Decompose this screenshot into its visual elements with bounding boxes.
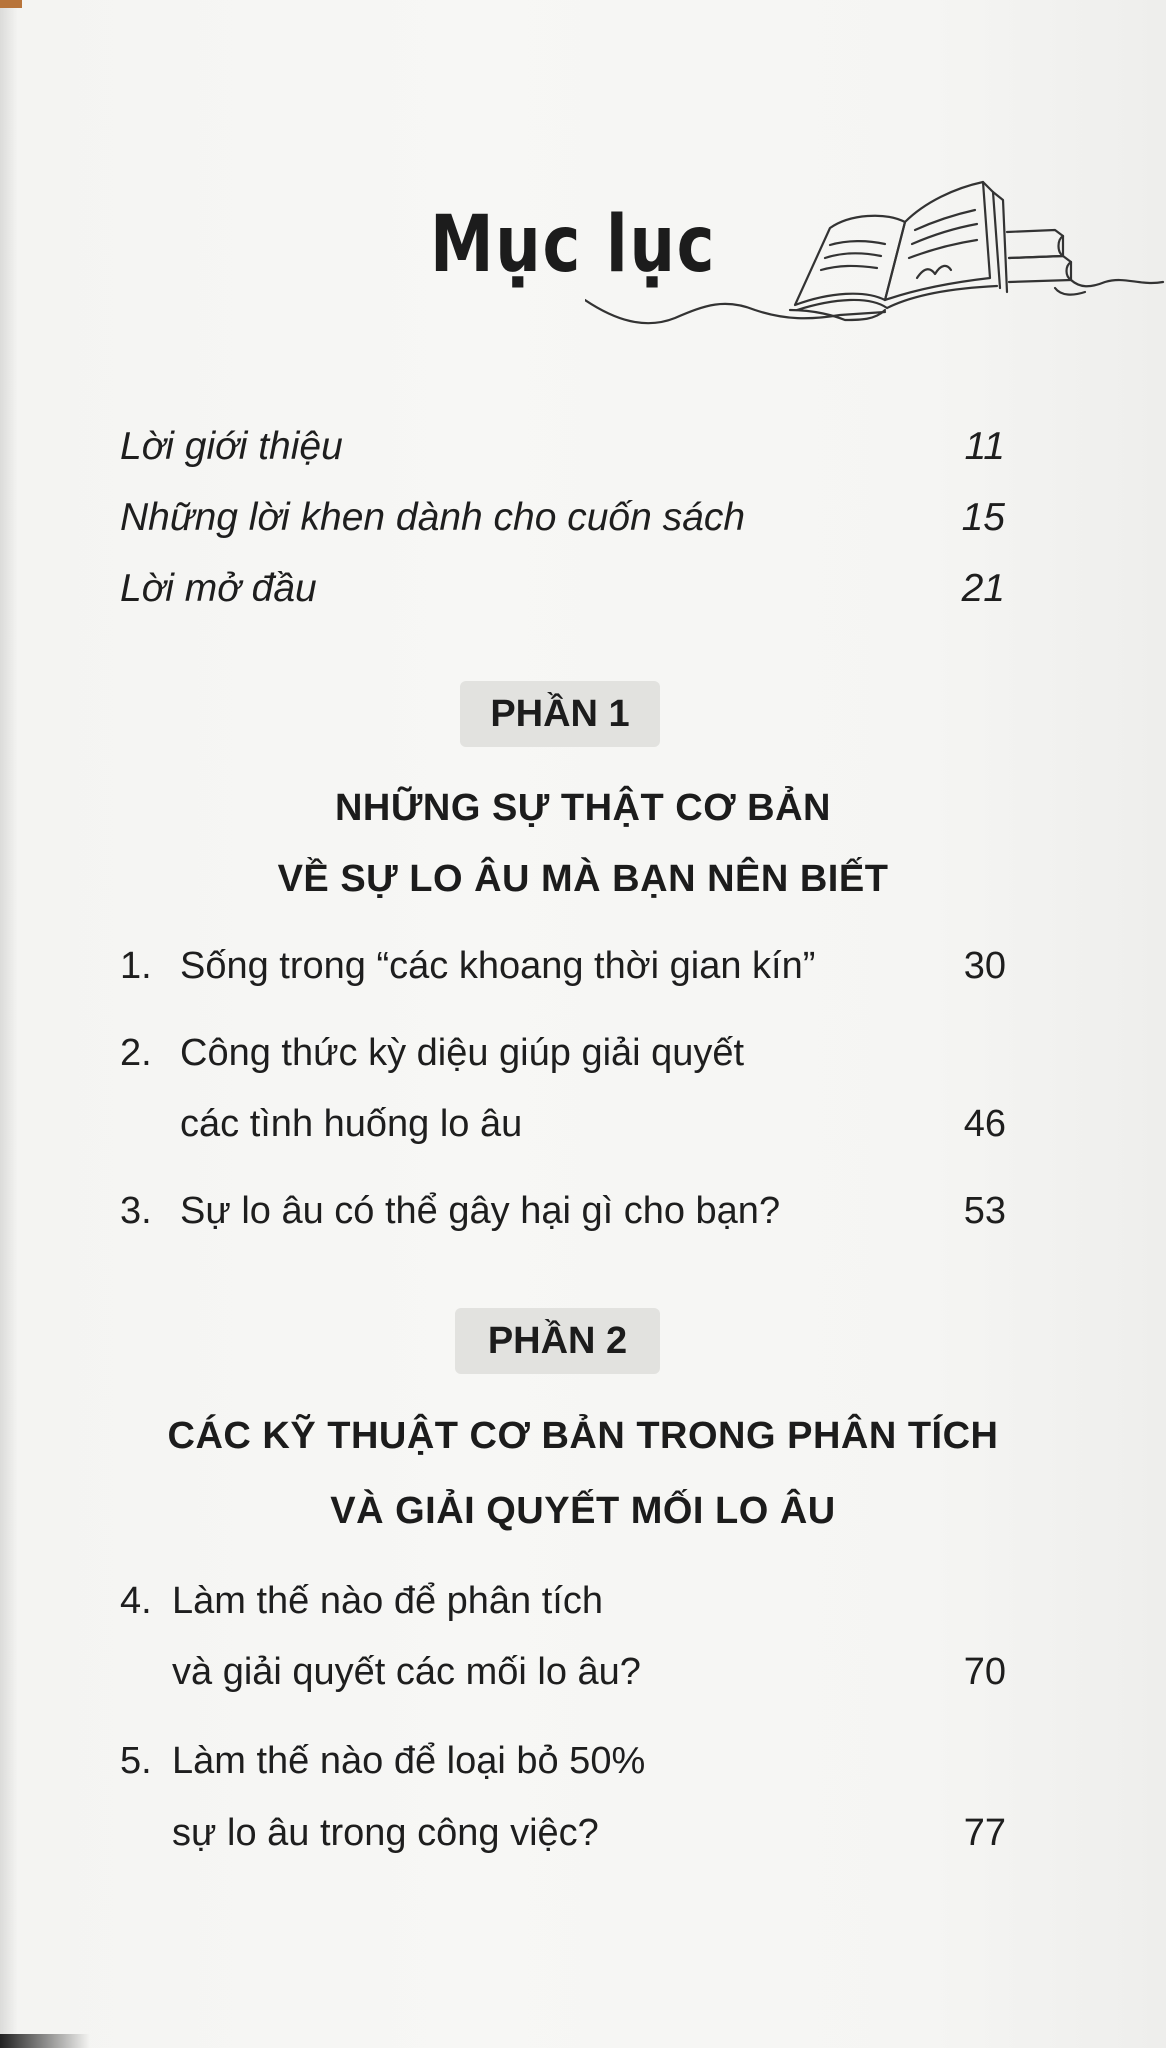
chapter-title: và giải quyết các mối lo âu? [172,1651,641,1693]
chapter-number: 2. [120,1032,152,1074]
part-title-line: VÀ GIẢI QUYẾT MỐI LO ÂU [330,1490,836,1532]
chapter-number: 1. [120,945,152,987]
chapter-number: 5. [120,1740,152,1782]
chapter-title: Làm thế nào để phân tích [172,1580,603,1622]
chapter-title: các tình huống lo âu [180,1103,523,1145]
corner-mark [0,0,22,8]
part-badge: PHẦN 2 [455,1308,660,1374]
part-title-line: CÁC KỸ THUẬT CƠ BẢN TRONG PHÂN TÍCH [167,1415,999,1457]
chapter-number: 4. [120,1580,152,1622]
chapter-page: 77 [963,1812,1006,1854]
chapter-page: 53 [963,1190,1006,1232]
chapter-number: 3. [120,1190,152,1232]
toc-entry-label: Lời mở đầu [120,567,317,610]
chapter-title: Sống trong “các khoang thời gian kín” [180,945,816,987]
chapter-title: Sự lo âu có thể gây hại gì cho bạn? [180,1190,781,1232]
toc-entry-page: 21 [961,567,1005,610]
chapter-title: Công thức kỳ diệu giúp giải quyết [180,1032,745,1074]
part-badge: PHẦN 1 [460,681,660,747]
part-title-line: NHỮNG SỰ THẬT CƠ BẢN [334,787,831,829]
page-title: Mục lục [430,200,717,290]
page-edge-shadow [0,0,18,2048]
toc-entry-page: 11 [964,425,1005,468]
chapter-page: 70 [963,1651,1006,1693]
part-title-line: VỀ SỰ LO ÂU MÀ BẠN NÊN BIẾT [277,858,889,900]
chapter-page: 30 [963,945,1006,987]
toc-entry-label: Lời giới thiệu [120,425,343,468]
toc-entry-label: Những lời khen dành cho cuốn sách [120,496,746,539]
open-book-icon [585,170,1165,360]
chapter-title: Làm thế nào để loại bỏ 50% [172,1740,646,1782]
chapter-title: sự lo âu trong công việc? [172,1812,599,1854]
bottom-edge-shadow [0,2034,90,2048]
chapter-page: 46 [963,1103,1006,1145]
toc-entry-page: 15 [961,496,1005,539]
